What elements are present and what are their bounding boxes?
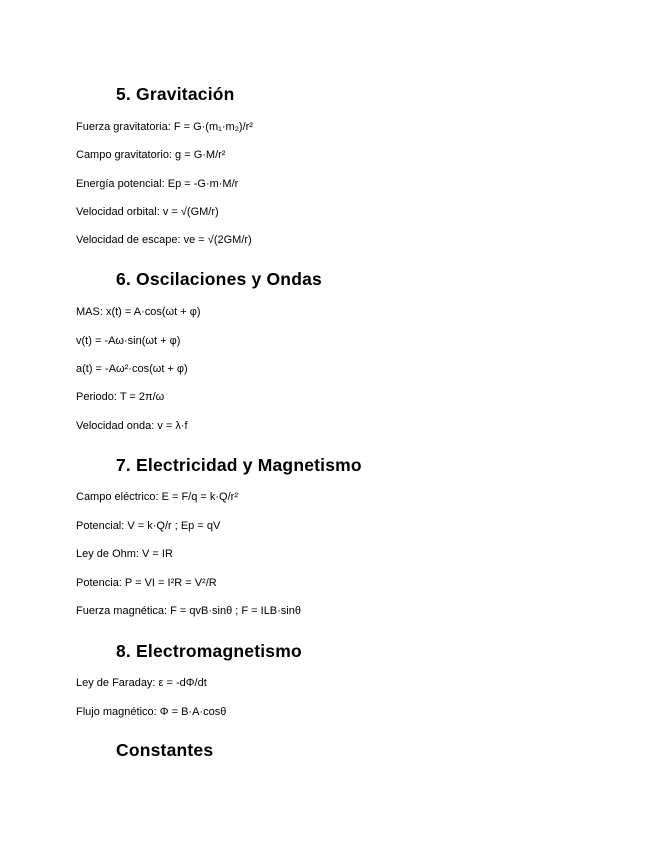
formula-line: Potencial: V = k·Q/r ; Ep = qV	[76, 520, 221, 532]
formula-line: Fuerza magnética: F = qvB·sinθ ; F = ILB·sinθ	[76, 605, 301, 617]
formula-line: MAS: x(t) = A·cos(ωt + φ)	[76, 306, 201, 318]
formula-line: Energía potencial: Ep = -G·m·M/r	[76, 178, 239, 190]
formula-line: Ley de Ohm: V = IR	[76, 548, 173, 560]
formula-line: Velocidad orbital: v = √(GM/r)	[76, 206, 219, 218]
section-heading: 7. Electricidad y Magnetismo	[116, 455, 362, 475]
formula-line: v(t) = -Aω·sin(ωt + φ)	[76, 335, 181, 347]
formula-line: Velocidad de escape: ve = √(2GM/r)	[76, 234, 252, 246]
section-heading: 6. Oscilaciones y Ondas	[116, 269, 322, 289]
section-heading: Constantes	[116, 740, 214, 760]
section-heading: 8. Electromagnetismo	[116, 641, 302, 661]
formula-line: Velocidad onda: v = λ·f	[76, 420, 188, 432]
formula-line: a(t) = -Aω²·cos(ωt + φ)	[76, 363, 188, 375]
formula-line: Flujo magnético: Φ = B·A·cosθ	[76, 706, 227, 718]
formula-line: Campo eléctrico: E = F/q = k·Q/r²	[76, 491, 238, 503]
formula-line: Ley de Faraday: ε = -dΦ/dt	[76, 677, 207, 689]
formula-line: Campo gravitatorio: g = G·M/r²	[76, 149, 226, 161]
section-heading: 5. Gravitación	[116, 84, 235, 104]
formula-line: Periodo: T = 2π/ω	[76, 391, 165, 403]
formula-line: Fuerza gravitatoria: F = G·(m₁·m₂)/r²	[76, 121, 253, 133]
formula-line: Potencia: P = VI = I²R = V²/R	[76, 577, 217, 589]
